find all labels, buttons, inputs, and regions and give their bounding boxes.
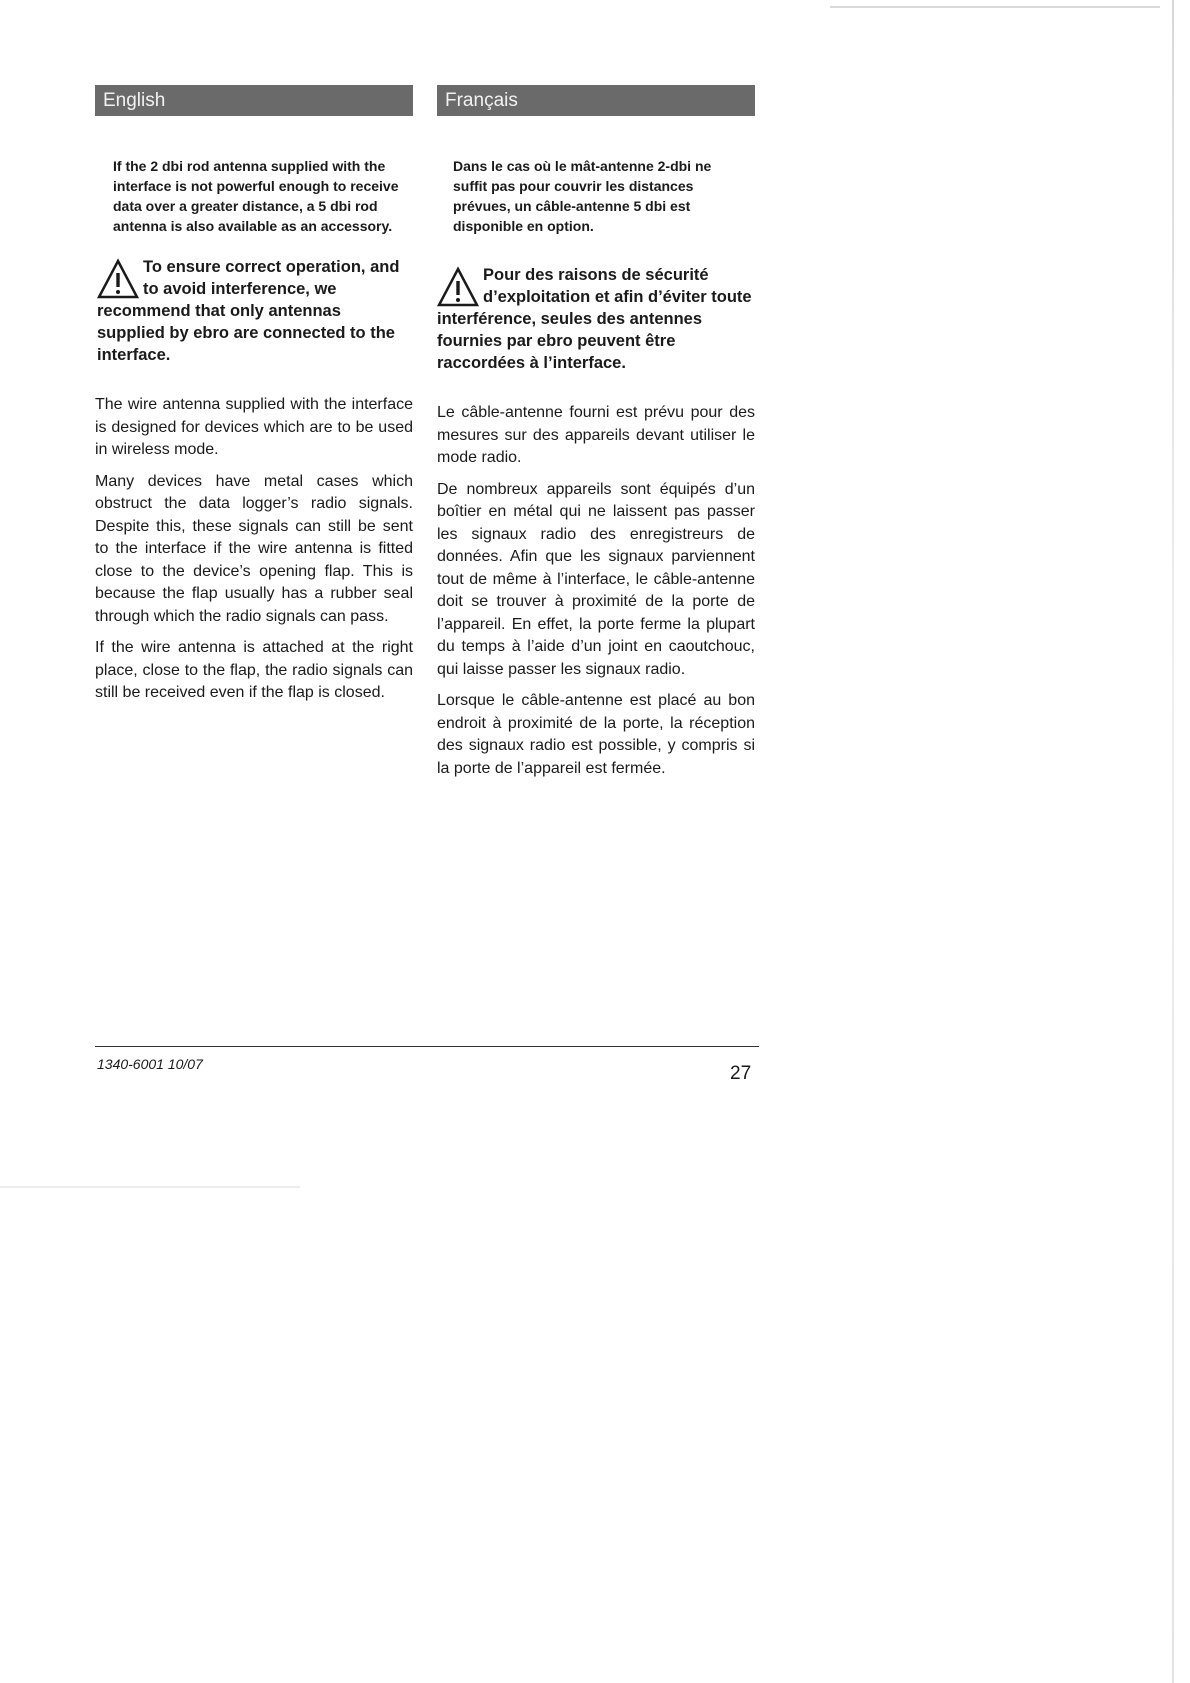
french-column (437, 85, 755, 789)
scan-smudge (0, 1186, 300, 1188)
page-edge-top (830, 6, 1160, 8)
english-warning (95, 256, 413, 366)
english-header: English (95, 85, 413, 116)
warning-triangle-icon (97, 258, 139, 300)
document-code: 1340-6001 10/07 (97, 1056, 203, 1072)
english-paragraph-1: The wire antenna supplied with the interface is designed for devices which are to be used in wireless mode. (95, 396, 413, 458)
english-intro: If the 2 dbi rod antenna supplied with the interface is not powerful enough to receive data over a greater distance, a 5 dbi rod antenna is also available as an accessory. (113, 158, 399, 234)
french-intro: Dans le cas où le mât-antenne 2-dbi ne suffit pas pour couvrir les distances prévues, un câble-antenne 5 dbi est disponible en option. (453, 158, 712, 234)
french-paragraph-1: Le câble-antenne fourni est prévu pour des mesures sur des appareils devant utiliser le mode radio. (437, 404, 755, 466)
french-paragraph-3: Lorsque le câble-antenne est placé au bon endroit à proximité de la porte, la réception des signaux radio est possible, y compris si la porte de l’appareil est fermée. (437, 692, 755, 777)
english-warning-text: To ensure correct operation, and to avoid interference, we recommend that only antennas supplied by ebro are connected to the interface. (97, 258, 400, 364)
english-column (95, 85, 413, 714)
warning-triangle-icon (437, 266, 479, 308)
page-edge-right (1172, 0, 1174, 1683)
french-paragraph-2: De nombreux appareils sont équipés d’un boîtier en métal qui ne laissent pas passer les signaux radio des enregistreurs de données. Afin que les signaux parviennent tout de même à l’interface, le câble-antenne doit se trouver à proximité de la porte de l’appareil. En effet, la porte ferme la plupart du temps à l’aide d’un joint en caoutchouc, qui laisse passer les signaux radio. (437, 480, 755, 678)
french-warning-text: Pour des raisons de sécurité d’exploitation et afin d’éviter toute interférence, seules des antennes fournies par ebro peuvent être raccordées à l’interface. (437, 266, 752, 372)
english-paragraph-3: If the wire antenna is attached at the right place, close to the flap, the radio signals can still be received even if the flap is closed. (95, 639, 413, 701)
french-header: Français (437, 85, 755, 116)
footer-rule (95, 1046, 759, 1047)
french-warning (437, 264, 755, 374)
page-number: 27 (730, 1063, 752, 1084)
english-paragraph-2: Many devices have metal cases which obstruct the data logger’s radio signals. Despite this, these signals can still be sent to the interface if the wire antenna is fitted close to the device’s opening flap. This is because the flap usually has a rubber seal through which the radio signals can pass. (95, 472, 413, 625)
